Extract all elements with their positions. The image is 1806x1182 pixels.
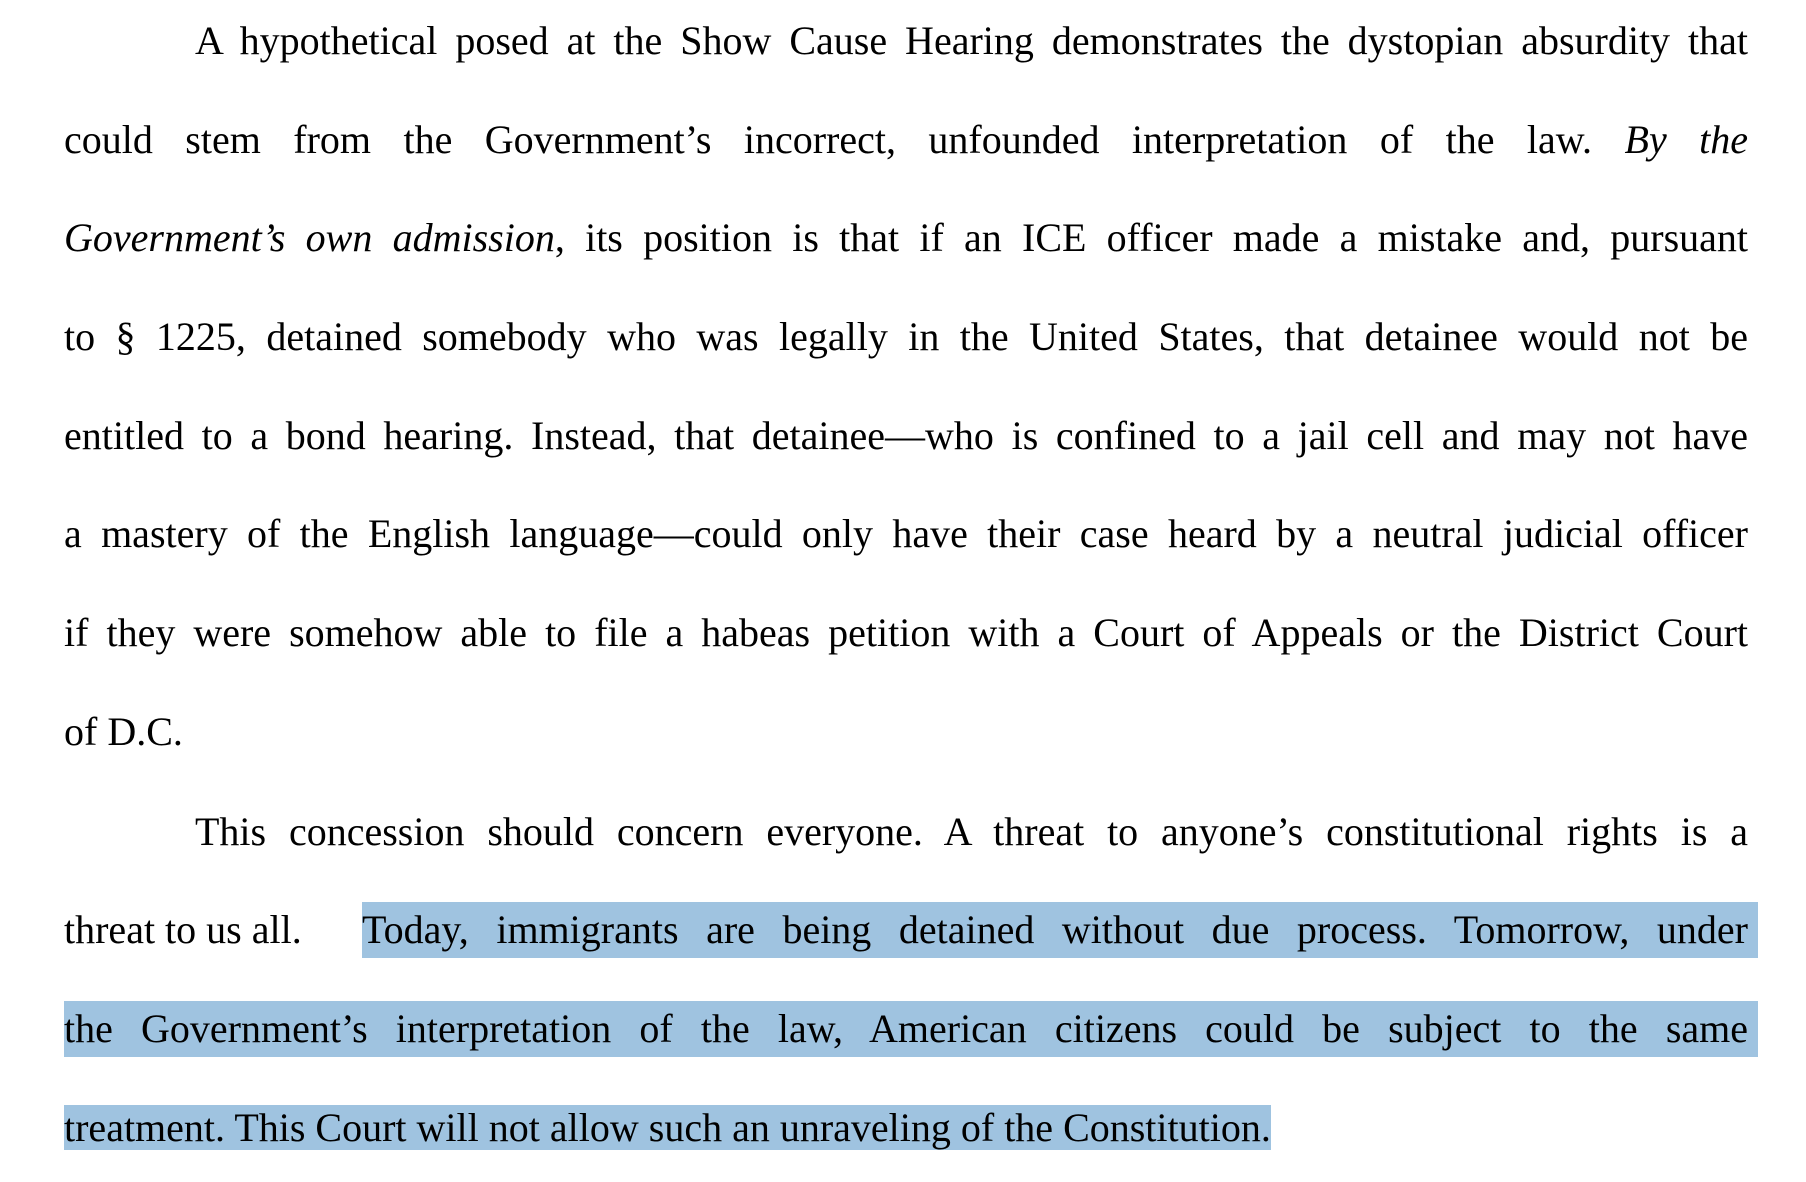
paragraph-1-line-8	[64, 704, 1748, 760]
paragraph-1-line-3	[64, 210, 1748, 266]
text-segment: a mastery of the English language—could only have their case heard by a neutral judicial officer	[64, 511, 1748, 556]
paragraph-2-line-4	[64, 1100, 1748, 1156]
paragraph-1-line-4	[64, 309, 1748, 365]
text-segment: to § 1225, detained somebody who was legally in the United States, that detainee would not be	[64, 314, 1748, 359]
text-segment: entitled to a bond hearing. Instead, that detainee—who is confined to a jail cell and may not have	[64, 413, 1748, 458]
highlighted-text-segment: Today, immigrants are being detained without due process. Tomorrow, under	[362, 907, 1748, 952]
text-segment: could stem from the Government’s incorrect, unfounded interpretation of the law.	[64, 117, 1593, 162]
paragraph-1-line-5	[64, 408, 1748, 464]
paragraph-1-line-1	[195, 13, 1748, 69]
highlighted-text	[362, 902, 1758, 958]
paragraph-2-line-3	[64, 1001, 1758, 1057]
text-segment: , its position is that if an ICE officer made a mistake and, pursuant	[554, 215, 1749, 260]
text-segment: A hypothetical posed at the Show Cause Hearing demonstrates the dystopian absurdity that	[195, 18, 1748, 63]
paragraph-2-line-2	[64, 902, 1748, 958]
italic-text: By the	[1624, 117, 1749, 162]
text-segment: threat to us all.	[64, 907, 302, 952]
paragraph-1-line-7	[64, 605, 1748, 661]
text-segment: of D.C.	[64, 709, 183, 754]
paragraph-1-line-6	[64, 506, 1748, 562]
paragraph-2-line-1	[195, 804, 1748, 860]
highlighted-text-segment: treatment. This Court will not allow such an unraveling of the Constitution.	[64, 1105, 1271, 1150]
paragraph-1-line-2	[64, 112, 1748, 168]
text-segment: This concession should concern everyone. A threat to anyone’s constitutional rights is a	[195, 809, 1748, 854]
text-segment: if they were somehow able to file a habeas petition with a Court of Appeals or the District Court	[64, 610, 1748, 655]
italic-text: Government’s own admission	[64, 215, 555, 260]
highlighted-text-segment: the Government’s interpretation of the law, American citizens could be subject to the same	[64, 1006, 1748, 1051]
